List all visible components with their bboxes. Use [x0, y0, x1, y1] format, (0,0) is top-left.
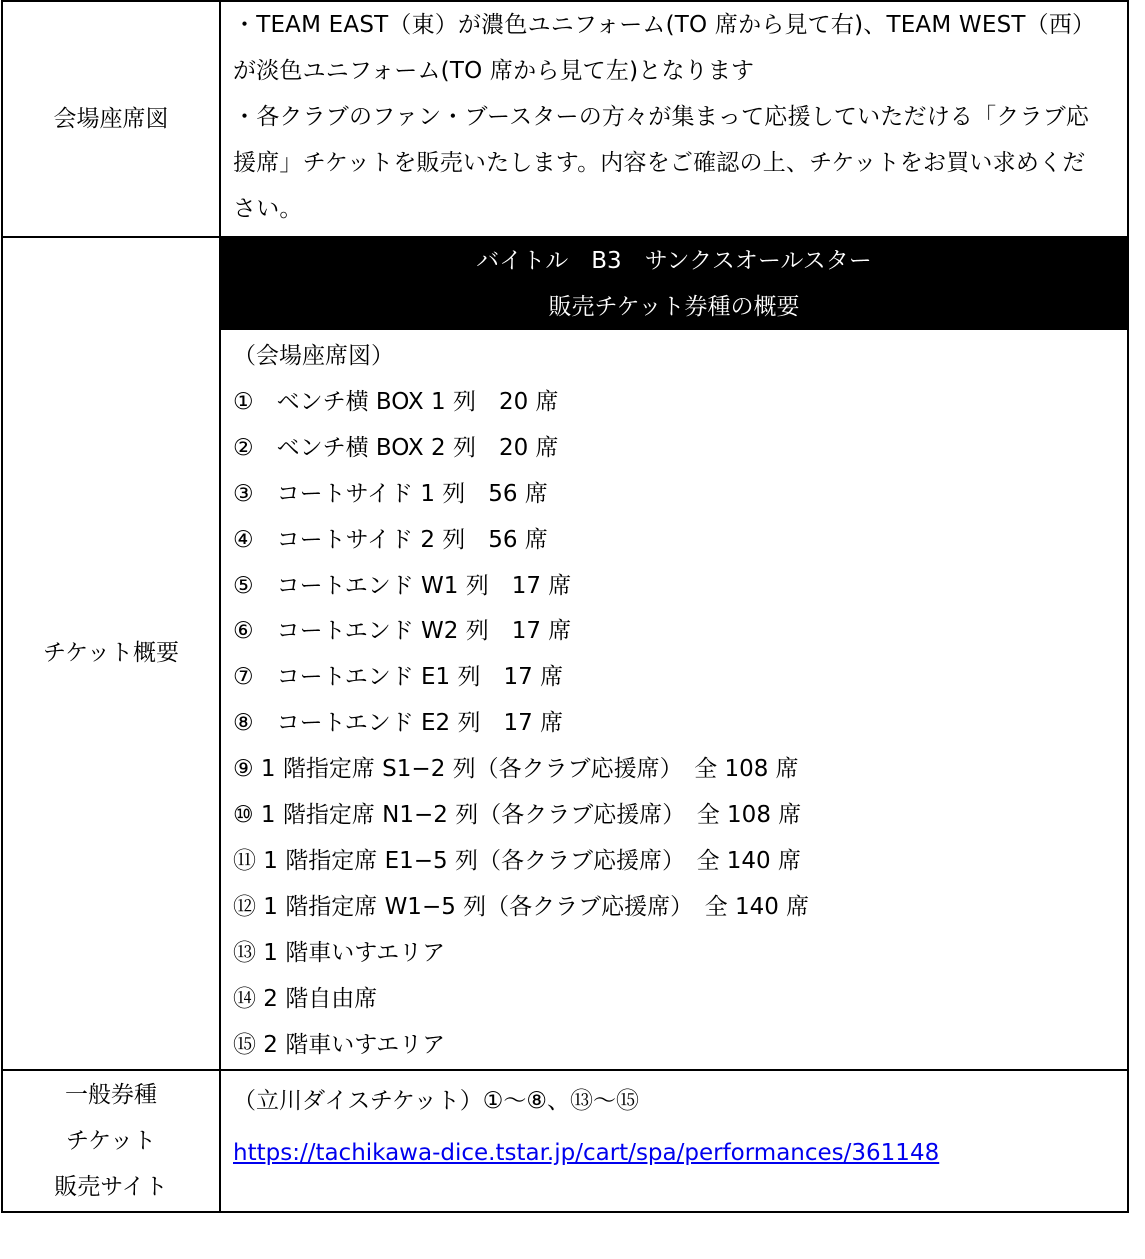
list-item: ⑩ 1 階指定席 N1−2 列（各クラブ応援席） 全 108 席: [233, 802, 802, 829]
ticket-type-list: [233, 330, 1119, 1069]
list-item: ③ コートサイド 1 列 56 席: [233, 480, 548, 507]
list-item: ⑥ コートエンド W2 列 17 席: [233, 618, 572, 645]
list-item: ⑪ 1 階指定席 E1−5 列（各クラブ応援席） 全 140 席: [233, 847, 801, 874]
list-item: ⑮ 2 階車いすエリア: [233, 1031, 446, 1058]
row-label-seat-map: 会場座席図: [2, 1, 220, 237]
seat-map-line: が淡色ユニフォーム(TO 席から見て左)となります: [233, 58, 755, 84]
seat-map-line: ・TEAM EAST（東）が濃色ユニフォーム(TO 席から見て右)、TEAM WEST（西）: [233, 12, 1096, 38]
row-label-ticket-overview: チケット概要: [2, 237, 220, 1070]
label-line: 一般券種: [65, 1081, 157, 1108]
list-item: ⑬ 1 階車いすエリア: [233, 939, 446, 966]
list-item: ① ベンチ横 BOX 1 列 20 席: [233, 388, 559, 415]
list-item: ⑫ 1 階指定席 W1−5 列（各クラブ応援席） 全 140 席: [233, 893, 810, 920]
list-item: ② ベンチ横 BOX 2 列 20 席: [233, 434, 559, 461]
general-sales-content: [220, 1070, 1128, 1212]
row-ticket-overview: [2, 237, 1128, 1070]
list-item: ⑤ コートエンド W1 列 17 席: [233, 572, 572, 599]
list-item: ⑨ 1 階指定席 S1−2 列（各クラブ応援席） 全 108 席: [233, 756, 799, 783]
list-item: ⑭ 2 階自由席: [233, 985, 378, 1012]
row-general-sales: [2, 1070, 1128, 1212]
banner-subtitle: 販売チケット券種の概要: [548, 294, 800, 320]
seat-map-description: [220, 1, 1128, 237]
overview-banner: [221, 238, 1127, 330]
ticket-info-table: [1, 0, 1129, 1213]
label-line: チケット: [66, 1127, 156, 1154]
ticket-overview-content: [220, 237, 1128, 1070]
ticket-site-link[interactable]: https://tachikawa-dice.tstar.jp/cart/spa/performances/361148: [233, 1139, 940, 1166]
row-seat-map: [2, 1, 1128, 237]
seat-map-line: 援席」チケットを販売いたします。内容をご確認の上、チケットをお買い求めくだ: [233, 150, 1086, 176]
seat-map-line: さい。: [233, 196, 303, 222]
seat-map-line: ・各クラブのファン・ブースターの方々が集まって応援していただける「クラブ応: [233, 104, 1090, 130]
banner-title: バイトル B3 サンクスオールスター: [476, 248, 872, 274]
list-intro: （会場座席図）: [233, 343, 394, 369]
list-item: ④ コートサイド 2 列 56 席: [233, 526, 548, 553]
row-label-general-sales: [2, 1070, 220, 1212]
label-line: 販売サイト: [54, 1173, 168, 1200]
list-item: ⑦ コートエンド E1 列 17 席: [233, 664, 564, 691]
seller-text: （立川ダイスチケット）①～⑧、⑬～⑮: [233, 1087, 640, 1114]
list-item: ⑧ コートエンド E2 列 17 席: [233, 710, 564, 737]
